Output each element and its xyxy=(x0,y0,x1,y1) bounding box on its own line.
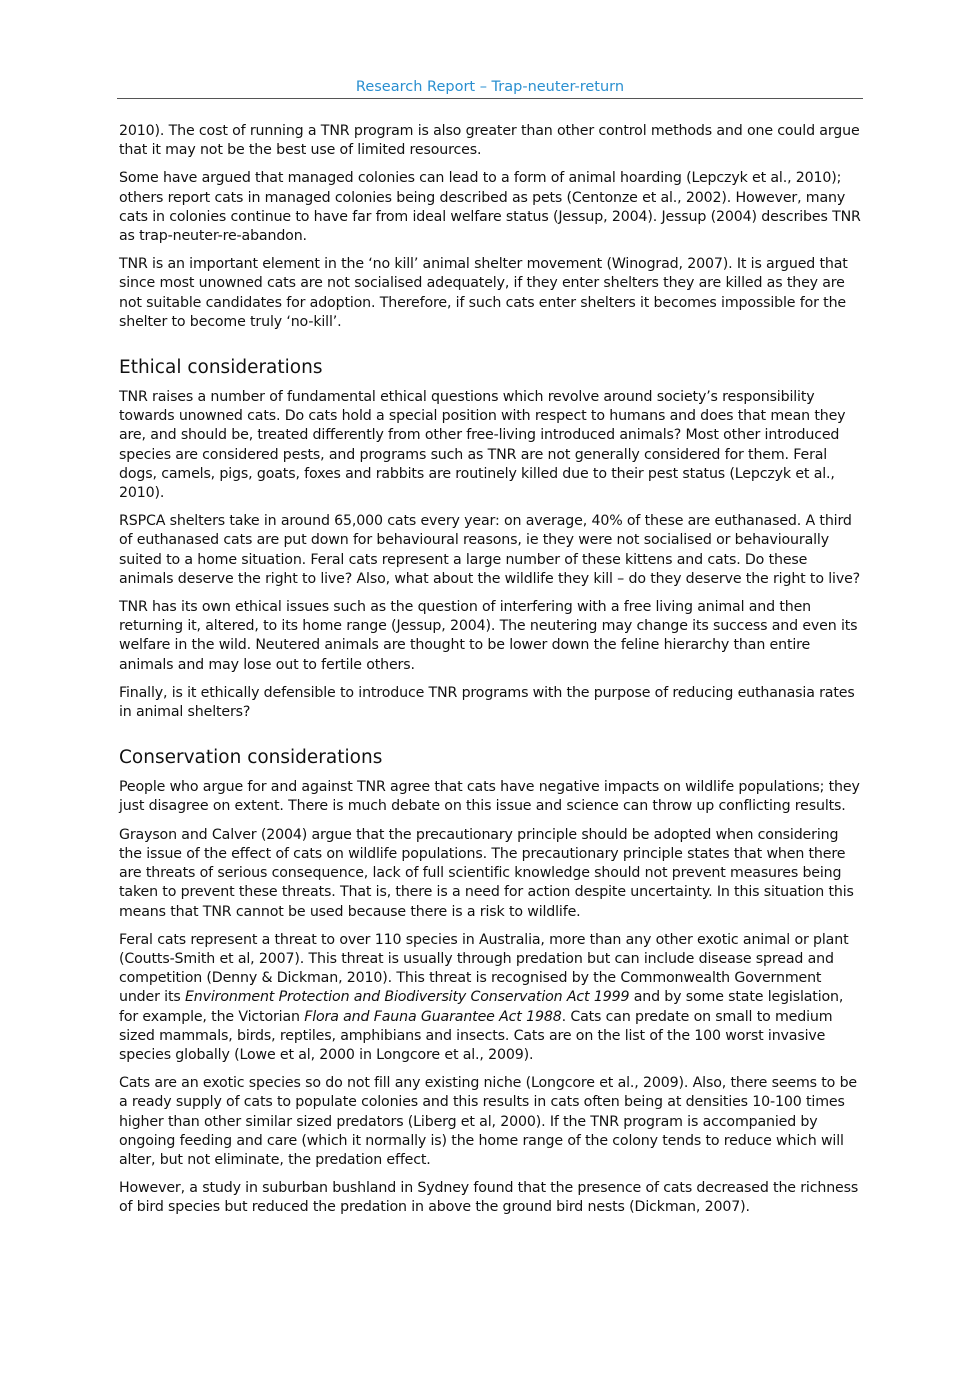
ethical-paragraph-2: RSPCA shelters take in around 65,000 cats every year: on average, 40% of these are euthanased. A third of euthanased cats are put down for behavioural reasons, ie they were not socialised or behaviourally suited to a home situation. Feral cats represent a large number of these kittens and cats. Do these animals deserve the right to live? Also, what about the wildlife they kill – do they deserve the right to live? xyxy=(119,513,861,587)
act-title-ffg: Flora and Fauna Guarantee Act 1988 xyxy=(304,1008,562,1025)
document-body xyxy=(119,122,863,1227)
ethical-paragraph-4: Finally, is it ethically defensible to introduce TNR programs with the purpose of reducing euthanasia rates in animal shelters? xyxy=(119,684,855,721)
conservation-paragraph-5: However, a study in suburban bushland in Sydney found that the presence of cats decreased the richness of bird species but reduced the predation in above the ground bird nests (Dickman, 2007). xyxy=(119,1180,859,1216)
ethical-paragraph-1: TNR raises a number of fundamental ethical questions which revolve around society’s responsibility towards unowned cats. Do cats hold a special position with respect to humans and does that mean they are, and should be, treated differently from other free-living introduced animals? Most other introduced species are considered pests, and programs such as TNR are not generally considered for them. Feral dogs, camels, pigs, goats, foxes and rabbits are routinely killed due to their pest status (Lepczyk et al., 2010). xyxy=(119,389,846,502)
body-paragraph-1: 2010). The cost of running a TNR program is also greater than other control methods and one could argue that it may not be the best use of limited resources. xyxy=(119,123,860,159)
header-divider xyxy=(117,98,863,99)
conservation-paragraph-3-text-c: . Cats can predate on small to medium sized mammals, birds, reptiles, amphibians and insects. Cats are on the list of the 100 worst invasive species globally (Lowe et al, 2000 in Longcore et al., 2009). xyxy=(119,1008,833,1063)
conservation-paragraph-2: Grayson and Calver (2004) argue that the precautionary principle should be adopted when considering the issue of the effect of cats on wildlife populations. The precautionary principle states that when there are threats of serious consequence, lack of full scientific knowledge should not prevent measures being taken to prevent these threats. That is, there is a need for action despite uncertainty. In this situation this means that TNR cannot be used because there is a risk to wildlife. xyxy=(119,826,854,920)
act-title-epbc: Environment Protection and Biodiversity Conservation Act 1999 xyxy=(184,989,630,1006)
conservation-paragraph-1: People who argue for and against TNR agree that cats have negative impacts on wildlife populations; they just disagree on extent. There is much debate on this issue and science can throw up conflicting results. xyxy=(119,779,860,815)
conservation-paragraph-4: Cats are an exotic species so do not fill any existing niche (Longcore et al., 2009). Also, there seems to be a ready supply of cats to populate colonies and this results in cats often being at densities 10-100 times higher than other similar sized predators (Liberg et al, 2000). If the TNR program is accompanied by ongoing feeding and care (which it normally is) the home range of the colony tends to reduce which will alter, but not eliminate, the predation effect. xyxy=(119,1075,857,1168)
conservation-paragraph-3 xyxy=(119,931,863,1065)
section-heading-conservation: Conservation considerations xyxy=(119,747,383,769)
running-header: Research Report – Trap-neuter-return xyxy=(355,79,625,95)
section-heading-ethical: Ethical considerations xyxy=(119,357,323,379)
ethical-paragraph-3: TNR has its own ethical issues such as the question of interfering with a free living animal and then returning it, altered, to its home range (Jessup, 2004). The neutering may change its success and even its welfare in the wild. Neutered animals are thought to be lower down the feline hierarchy than entire animals and may lose out to fertile others. xyxy=(119,599,858,673)
conservation-paragraph-3-text-a: Feral cats represent a threat to over 110 species in Australia, more than any other exotic animal or plant (Coutts-Smith et al, 2007). This threat is usually through predation but can include disease spread and competition (Denny & Dickman, 2010). This threat is recognised by the Commonwealth Government under its xyxy=(119,931,849,1006)
body-paragraph-3: TNR is an important element in the ‘no kill’ animal shelter movement (Winograd, 2007). It is argued that since most unowned cats are not socialised adequately, if they enter shelters they are killed as they are not suitable candidates for adoption. Therefore, if such cats enter shelters it becomes impossible for the shelter to become truly ‘no-kill’. xyxy=(119,256,848,330)
conservation-paragraph-3-text-b: and by some state legislation, for example, the Victorian xyxy=(119,989,844,1025)
body-paragraph-2: Some have argued that managed colonies can lead to a form of animal hoarding (Lepczyk et al., 2010); others report cats in managed colonies being described as pets (Centonze et al., 2002). However, many cats in colonies continue to have far from ideal welfare status (Jessup, 2004). Jessup (2004) describes TNR as trap-neuter-re-abandon. xyxy=(119,170,861,245)
